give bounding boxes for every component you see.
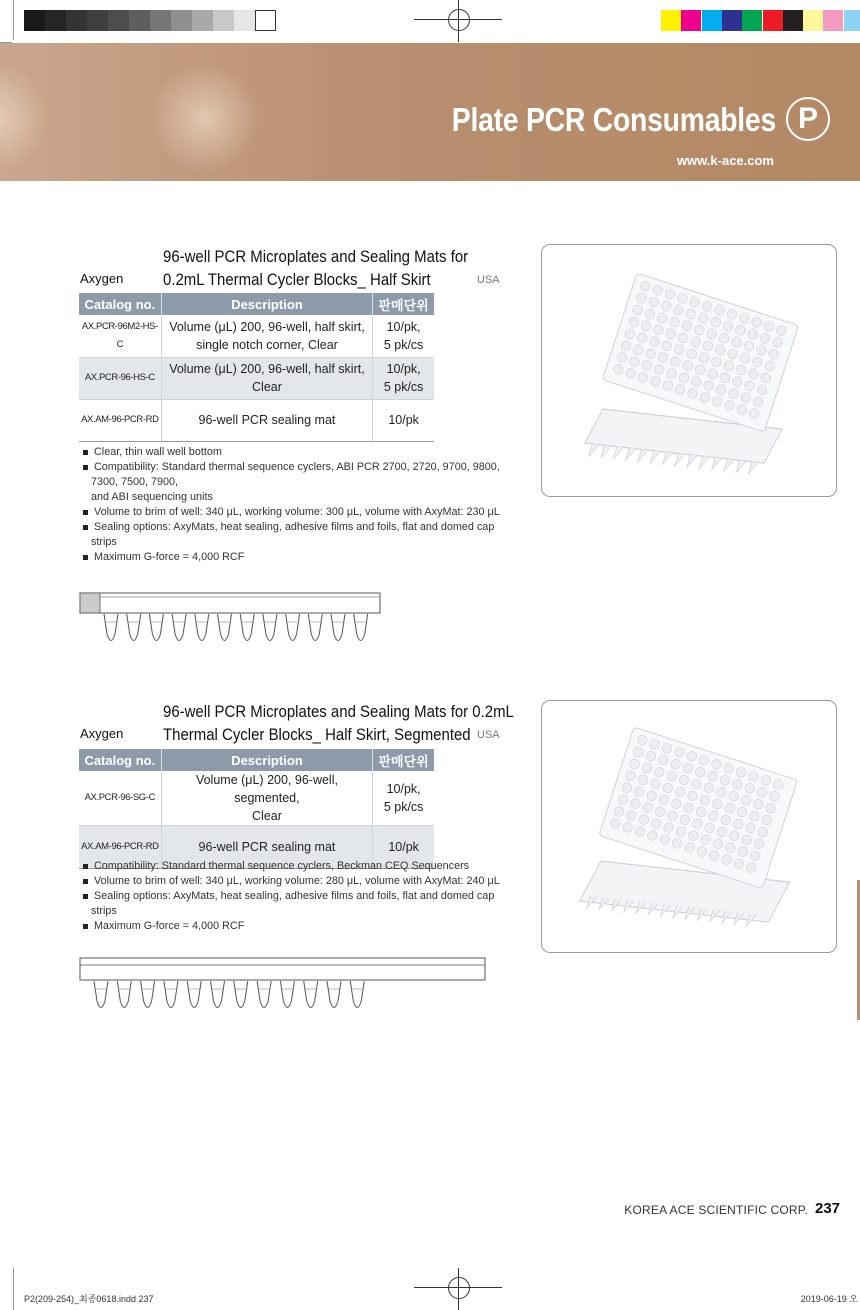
product-brand: Axygen <box>80 271 124 286</box>
pcr-tube-outline <box>234 981 248 1008</box>
catalog-number: AX.PCR-96-SG-C <box>79 771 161 826</box>
company-name: KOREA ACE SCIENTIFIC CORP. <box>624 1203 808 1217</box>
section-header-band <box>0 43 860 181</box>
decorative-glow <box>150 63 260 173</box>
feature-item: Sealing options: AxyMats, heat sealing, adhesive films and foils, flat and domed cap <box>81 520 501 535</box>
registration-mark-icon <box>448 9 470 31</box>
pcr-plate-photo <box>542 701 836 952</box>
well-tip <box>598 445 611 458</box>
well-tip <box>635 449 648 462</box>
page-number: 237 <box>815 1200 841 1217</box>
pcr-tube-outline <box>117 981 131 1008</box>
decorative-glow <box>0 63 50 173</box>
pcr-tube-outline <box>350 981 364 1008</box>
pcr-tube-outline <box>257 981 271 1008</box>
table-header-row <box>79 293 434 315</box>
description-line: Volume (μL) 200, 96-well, half skirt, <box>169 362 365 376</box>
well-tip <box>647 451 660 464</box>
catalog-number: AX.PCR-96-HS-C <box>79 357 161 399</box>
well-tip <box>696 456 709 469</box>
section-title: Plate PCR Consumables <box>451 101 776 138</box>
column-header: 판매단위 <box>373 293 434 315</box>
well-tip <box>733 460 746 473</box>
pcr-tube-outline <box>280 981 294 1008</box>
product-origin: USA <box>477 729 500 741</box>
plate-profile-drawing <box>78 590 388 652</box>
column-header: Catalog no. <box>79 293 161 315</box>
product-title-line2: Thermal Cycler Blocks_ Half Skirt, Segmented <box>163 725 471 744</box>
well-tip <box>586 444 599 457</box>
unit-cell <box>373 357 434 399</box>
unit-line: 10/pk, <box>386 362 421 376</box>
product-title-line2: 0.2mL Thermal Cycler Blocks_ Half Skirt <box>163 270 431 289</box>
product-photo-frame <box>541 244 837 497</box>
product-title-line1: 96-well PCR Microplates and Sealing Mats for <box>163 247 469 266</box>
gray-swatch <box>129 10 150 31</box>
feature-item: Volume to brim of well: 340 μL, working volume: 280 μL, volume with AxyMat: 240 μL <box>81 874 501 889</box>
pcr-tube-outline <box>164 981 178 1008</box>
gray-swatch <box>234 10 255 31</box>
column-header: 판매단위 <box>373 749 434 771</box>
description-cell: 96-well PCR sealing mat <box>161 826 373 869</box>
table-row <box>79 315 434 357</box>
pcr-tube-outline <box>308 614 322 641</box>
color-swatch <box>844 10 860 31</box>
description-cell: 96-well PCR sealing mat <box>161 399 373 441</box>
description-cell <box>161 315 373 357</box>
pcr-tube-outline <box>354 614 368 641</box>
feature-item: Volume to brim of well: 340 μL, working volume: 300 μL, volume with AxyMat: 230 μL <box>81 505 501 520</box>
pcr-tube-outline <box>104 614 118 641</box>
feature-item-continued: and ABI sequencing units <box>91 491 213 503</box>
unit-line: 5 pk/cs <box>383 337 424 352</box>
pcr-tube-outline <box>218 614 232 641</box>
feature-item: Compatibility: Standard thermal sequence cyclers, ABI PCR 2700, 2720, 9700, 9800, <box>81 460 501 475</box>
pcr-tube-outline <box>195 614 209 641</box>
color-swatch <box>783 10 803 31</box>
pcr-tube-outline <box>94 981 108 1008</box>
description-line: Clear <box>252 380 282 394</box>
description-line: Volume (μL) 200, 96-well, segmented, <box>195 773 338 805</box>
gray-swatch <box>45 10 66 31</box>
gray-swatch <box>24 10 45 31</box>
feature-item: Maximum G-force = 4,000 RCF <box>81 550 501 565</box>
gray-swatch <box>87 10 108 31</box>
feature-item: Maximum G-force = 4,000 RCF <box>81 919 501 934</box>
gray-swatch <box>213 10 234 31</box>
print-slug: P2(209-254)_최종0618.indd 237 <box>24 1294 154 1304</box>
unit-cell: 10/pk <box>373 826 434 869</box>
catalog-table <box>79 749 434 869</box>
product-title-line1: 96-well PCR Microplates and Sealing Mats for 0.2mL <box>163 702 514 721</box>
website-url: www.k-ace.com <box>676 153 774 168</box>
pcr-tube-outline <box>331 614 345 641</box>
pcr-tube-outline <box>187 981 201 1008</box>
product-brand: Axygen <box>80 726 124 741</box>
color-swatch <box>803 10 823 31</box>
pcr-tube-outline <box>149 614 163 641</box>
description-line: Clear <box>252 809 282 823</box>
plate-profile-drawing <box>78 955 490 1017</box>
table-header-row <box>79 749 434 771</box>
well-tip <box>623 448 636 461</box>
column-header: Description <box>161 293 373 315</box>
feature-item: Sealing options: AxyMats, heat sealing, adhesive films and foils, flat and domed cap <box>81 889 501 904</box>
well-tip <box>611 447 624 460</box>
column-header: Catalog no. <box>79 749 161 771</box>
product-origin: USA <box>477 274 500 286</box>
gray-swatch <box>192 10 213 31</box>
pcr-tube-outline <box>211 981 225 1008</box>
unit-line: 10/pk, <box>386 319 421 334</box>
catalog-table <box>79 293 434 442</box>
feature-list <box>81 859 501 934</box>
color-swatch <box>742 10 762 31</box>
pcr-tube-outline <box>141 981 155 1008</box>
crop-mark <box>13 0 14 40</box>
description-line: Volume (μL) 200, 96-well, half skirt, <box>169 319 365 334</box>
pcr-tube-outline <box>304 981 318 1008</box>
pcr-tube-outline <box>286 614 300 641</box>
unit-line: 10/pk, <box>386 782 421 796</box>
pcr-plate-photo <box>542 245 836 496</box>
well-tip <box>721 459 734 472</box>
table-row <box>79 771 434 826</box>
unit-cell: 10/pk <box>373 399 434 441</box>
well-tip <box>660 452 673 465</box>
description-line: single notch corner, Clear <box>196 337 338 352</box>
well-tip <box>709 458 722 471</box>
column-header: Description <box>161 749 373 771</box>
catalog-number: AX.AM-96-PCR-RD <box>79 399 161 441</box>
gray-swatch <box>171 10 192 31</box>
crop-mark <box>13 1268 14 1310</box>
feature-item-continued: strips <box>91 905 117 917</box>
registration-mark-icon <box>448 1277 470 1299</box>
feature-item-continued: 7300, 7500, 7900, <box>91 476 179 488</box>
print-date: 2019-06-19 오 <box>800 1294 858 1304</box>
color-swatch <box>661 10 681 31</box>
pcr-tube-outline <box>327 981 341 1008</box>
feature-item: Compatibility: Standard thermal sequence cyclers, Beckman CEQ Sequencers <box>81 859 501 874</box>
color-swatch <box>681 10 701 31</box>
well-tip <box>684 455 697 468</box>
color-swatch <box>702 10 722 31</box>
gray-swatch <box>255 10 276 31</box>
table-row <box>79 357 434 399</box>
table-row <box>79 399 434 441</box>
pcr-tube-outline <box>240 614 254 641</box>
pcr-tube-outline <box>263 614 277 641</box>
well-tip <box>672 454 685 467</box>
pcr-tube-outline <box>127 614 141 641</box>
feature-item-continued: strips <box>91 536 117 548</box>
catalog-number: AX.AM-96-PCR-RD <box>79 826 161 869</box>
well-tip <box>746 462 759 475</box>
gray-swatch <box>66 10 87 31</box>
pcr-tube-outline <box>172 614 186 641</box>
product-photo-frame <box>541 700 837 953</box>
description-cell <box>161 357 373 399</box>
section-letter-badge: P <box>786 97 830 141</box>
feature-list <box>81 445 501 565</box>
unit-cell <box>373 315 434 357</box>
unit-cell <box>373 771 434 826</box>
feature-item: Clear, thin wall well bottom <box>81 445 501 460</box>
description-cell <box>161 771 373 826</box>
unit-line: 5 pk/cs <box>383 380 424 394</box>
color-swatch <box>823 10 843 31</box>
gray-swatch <box>150 10 171 31</box>
color-swatch <box>722 10 742 31</box>
plate-top-illustration <box>602 273 798 432</box>
color-swatch <box>763 10 783 31</box>
catalog-number: AX.PCR-96M2-HS-C <box>79 315 161 357</box>
gray-swatch <box>108 10 129 31</box>
unit-line: 5 pk/cs <box>383 800 424 814</box>
